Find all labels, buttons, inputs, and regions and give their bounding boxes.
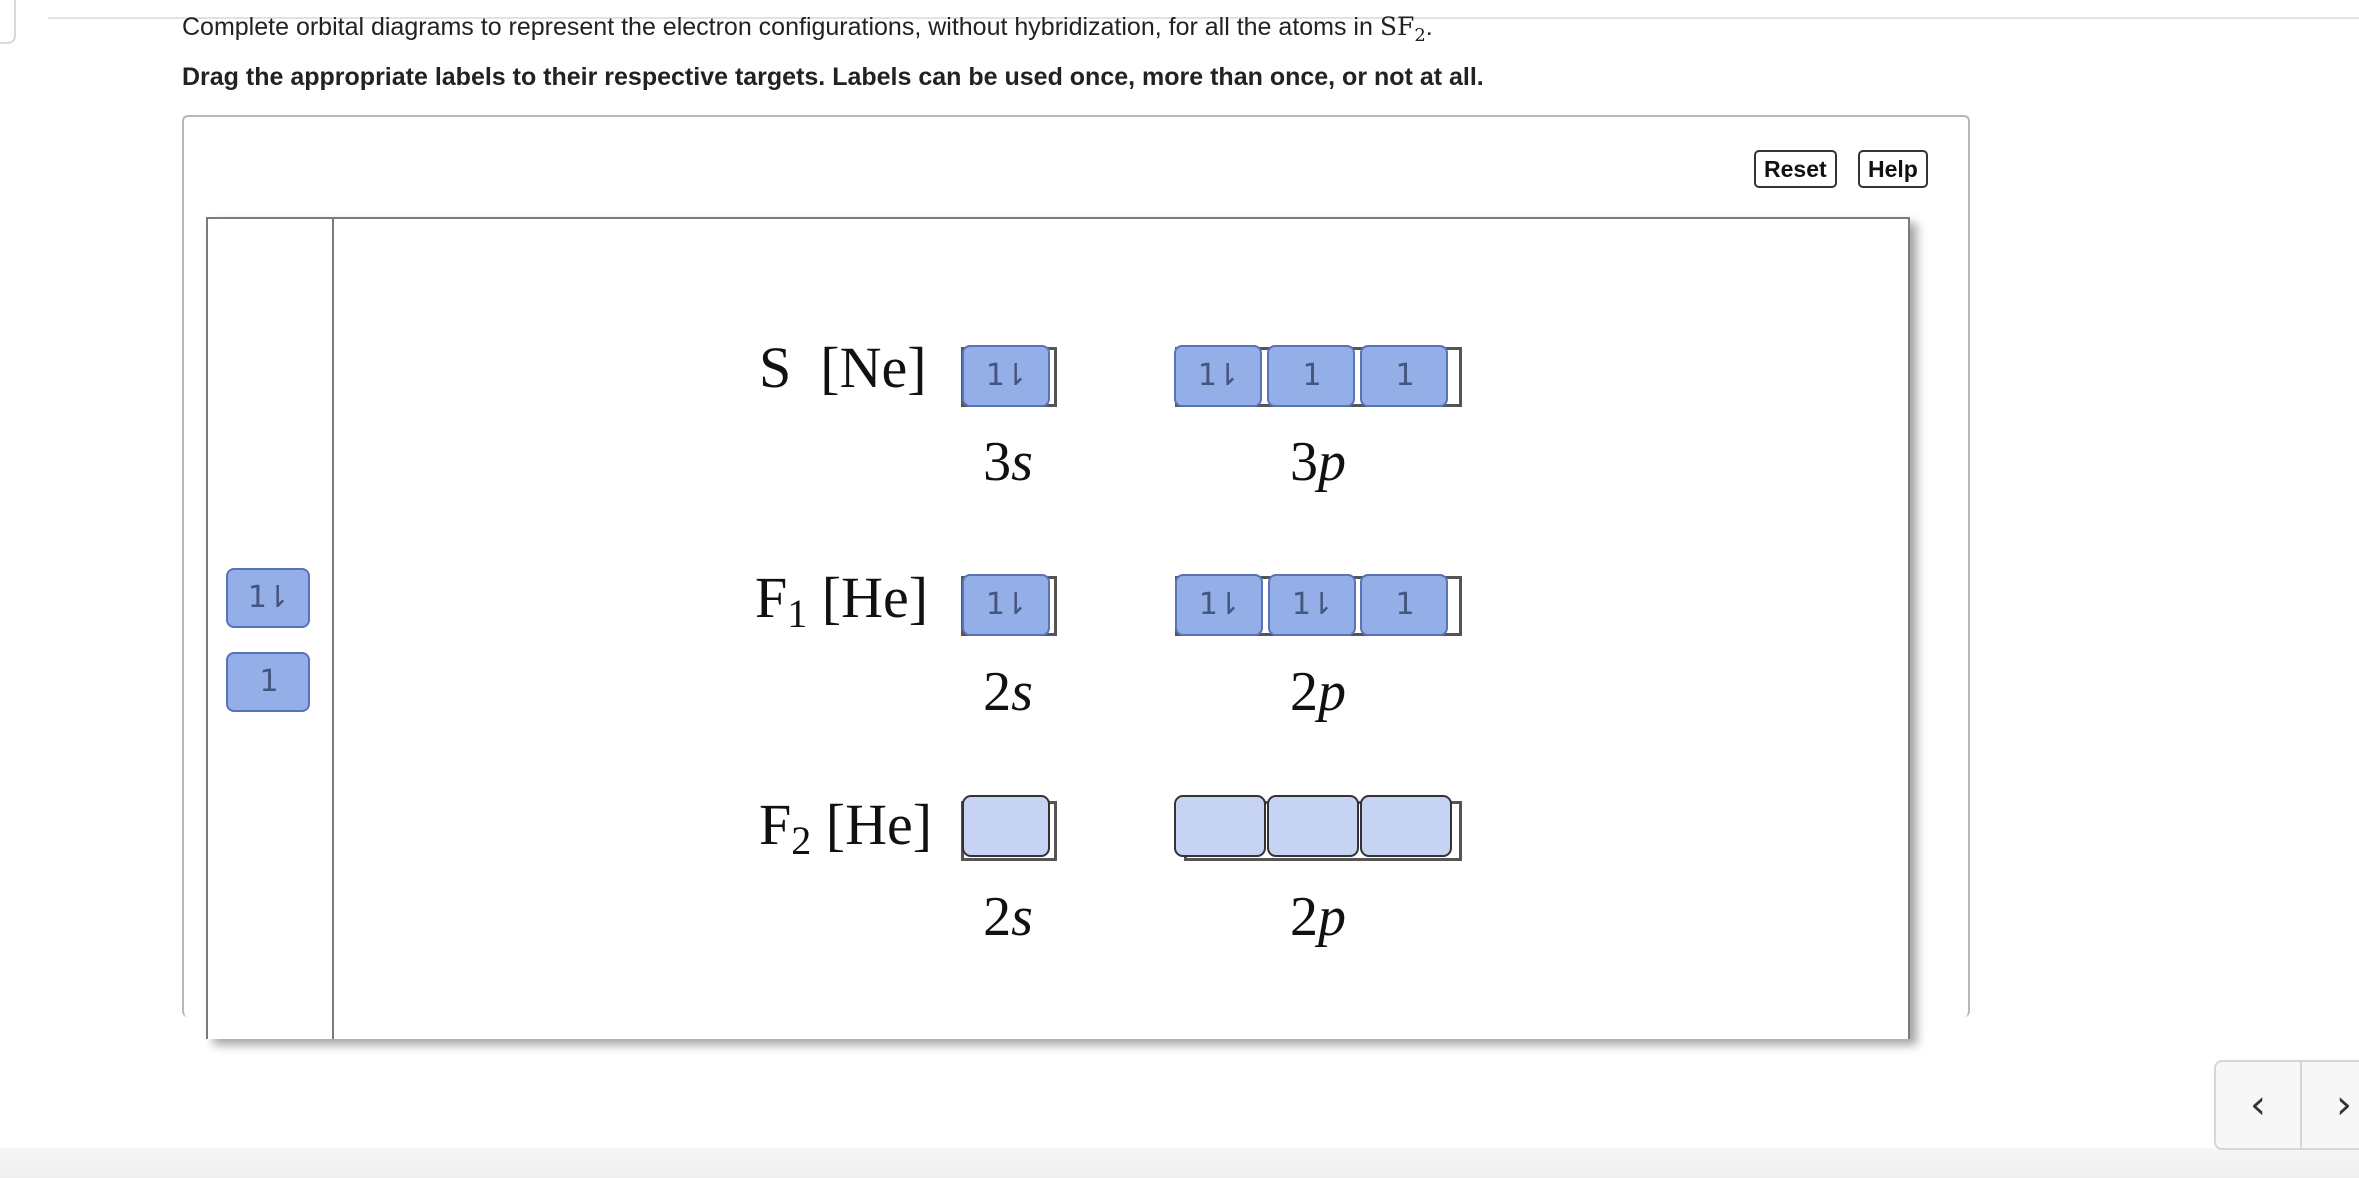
palette-tile-paired[interactable]: 1⇂ — [226, 568, 310, 628]
help-button[interactable]: Help — [1858, 150, 1928, 188]
chevron-left-icon[interactable]: ‹ — [2250, 1082, 2266, 1128]
label-palette — [208, 219, 334, 1039]
placed-tile-f1-2p-1[interactable]: 1⇂ — [1175, 574, 1263, 636]
atom-label-f1: $F_1$ [He] — [755, 565, 929, 636]
drop-target-f2-2p-1[interactable] — [1174, 795, 1266, 857]
reset-button[interactable]: Reset — [1754, 150, 1837, 188]
pagination-nav — [2214, 1060, 2359, 1150]
placed-tile-3p-2[interactable]: 1 — [1267, 345, 1355, 407]
question-instruction: Complete orbital diagrams to represent the electron configurations, without hybridization, for all the atoms in $SF_2$. — [182, 12, 1433, 46]
orbital-label-f1-2p: 2p — [1290, 661, 1346, 723]
placed-tile-3s[interactable]: 1⇂ — [962, 345, 1050, 407]
formula-sf2: $SF_2$ — [1379, 12, 1426, 46]
orbital-label-f2-2s: 2s — [983, 886, 1033, 948]
palette-tile-single[interactable]: 1 — [226, 652, 310, 712]
orbital-label-f1-2s: 2s — [983, 661, 1033, 723]
drop-target-f2-2s[interactable] — [962, 795, 1050, 857]
placed-tile-f1-2s[interactable]: 1⇂ — [962, 574, 1050, 636]
drag-drop-workarea — [206, 217, 1910, 1039]
placed-tile-3p-3[interactable]: 1 — [1360, 345, 1448, 407]
orbital-label-f2-2p: 2p — [1290, 886, 1346, 948]
placed-tile-f1-2p-3[interactable]: 1 — [1360, 574, 1448, 636]
chevron-right-icon[interactable]: › — [2336, 1082, 2352, 1128]
placed-tile-3p-1[interactable]: 1⇂ — [1174, 345, 1262, 407]
atom-label-s: S [Ne] — [759, 335, 927, 400]
bottom-bar — [0, 1148, 2359, 1178]
corner-tab — [0, 0, 16, 44]
problem-frame — [182, 115, 1970, 1017]
orbital-label-3p: 3p — [1290, 431, 1346, 493]
placed-tile-f1-2p-2[interactable]: 1⇂ — [1268, 574, 1356, 636]
drag-instruction: Drag the appropriate labels to their respective targets. Labels can be used once, more than once, or not at all. — [182, 63, 1484, 91]
drop-target-f2-2p-3[interactable] — [1360, 795, 1452, 857]
atom-label-f2: $F_2$ [He] — [759, 792, 933, 863]
orbital-label-3s: 3s — [983, 431, 1033, 493]
drop-target-f2-2p-2[interactable] — [1267, 795, 1359, 857]
